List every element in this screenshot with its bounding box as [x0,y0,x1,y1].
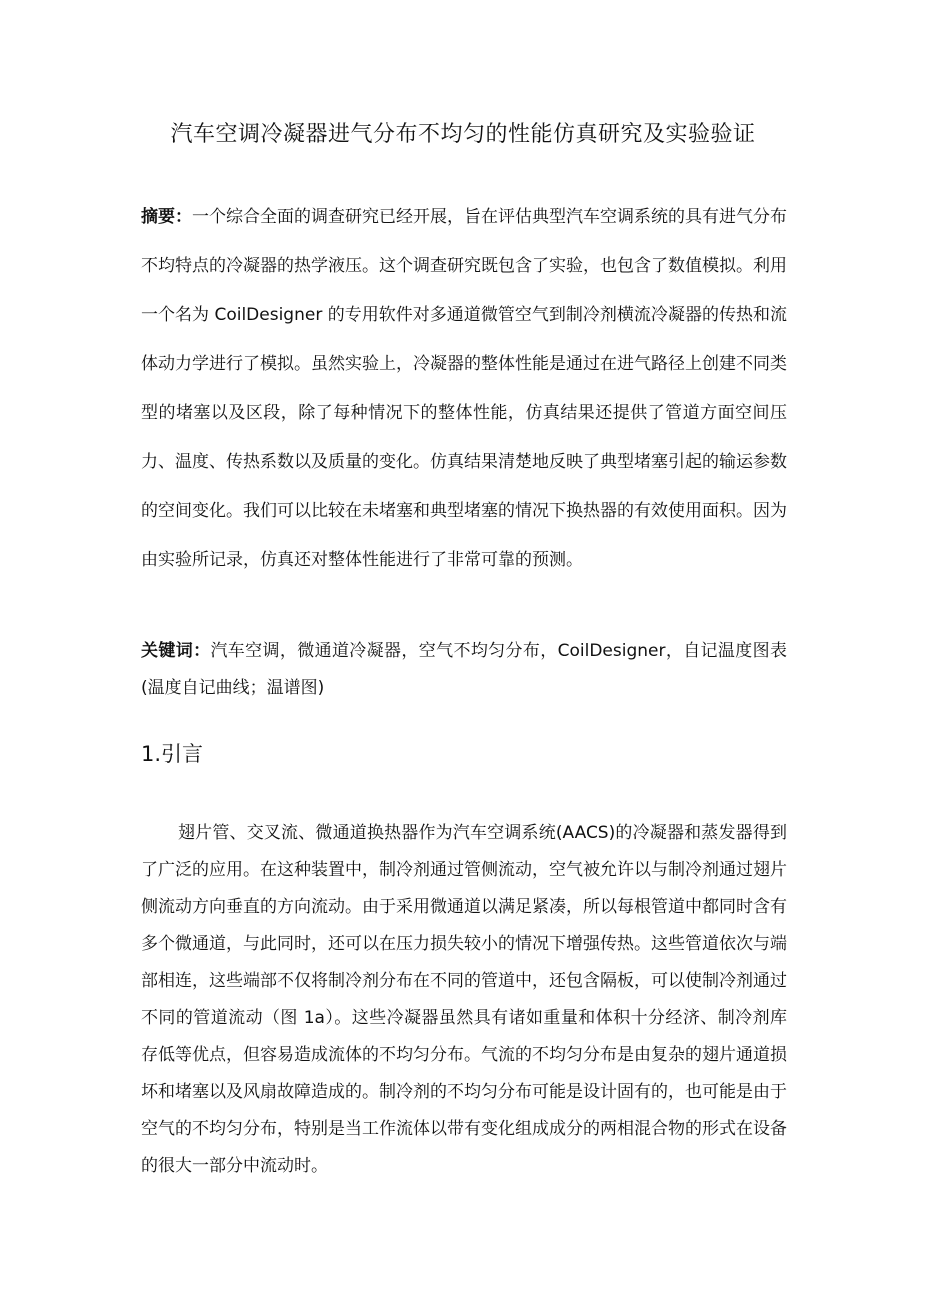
section-heading-introduction: 1.引言 [141,742,204,766]
abstract-paragraph [141,193,787,585]
introduction-paragraph: 翅片管、交叉流、微通道换热器作为汽车空调系统(AACS)的冷凝器和蒸发器得到了广泛的应用。在这种装置中，制冷剂通过管侧流动，空气被允许以与制冷剂通过翅片侧流动方向垂直的方向流动。由于采用微通道以满足紧凑，所以每根管道中都同时含有多个微通道，与此同时，还可以在压力损失较小的情况下增强传热。这些管道依次与端部相连，这些端部不仅将制冷剂分布在不同的管道中，还包含隔板，可以使制冷剂通过不同的管道流动（图 1a）。这些冷凝器虽然具有诸如重量和体积十分经济、制冷剂库存低等优点，但容易造成流体的不均匀分布。气流的不均匀分布是由复杂的翅片通道损坏和堵塞以及风扇故障造成的。制冷剂的不均匀分布可能是设计固有的，也可能是由于空气的不均匀分布，特别是当工作流体以带有变化组成成分的两相混合物的形式在设备的很大一部分中流动时。 [141,823,787,1176]
abstract-label: 摘要： [141,207,192,227]
keywords-text: 汽车空调，微通道冷凝器，空气不均匀分布，CoilDesigner，自记温度图表(温度自记曲线；温谱图) [141,641,787,698]
abstract-text: 一个综合全面的调查研究已经开展，旨在评估典型汽车空调系统的具有进气分布不均特点的冷凝器的热学液压。这个调查研究既包含了实验，也包含了数值模拟。利用一个名为 CoilDesigner 的专用软件对多通道微管空气到制冷剂横流冷凝器的传热和流体动力学进行了模拟。虽然实验上，冷凝器的整体性能是通过在进气路径上创建不同类型的堵塞以及区段，除了每种情况下的整体性能，仿真结果还提供了管道方面空间压力、温度、传热系数以及质量的变化。仿真结果清楚地反映了典型堵塞引起的输运参数的空间变化。我们可以比较在未堵塞和典型堵塞的情况下换热器的有效使用面积。因为由实验所记录，仿真还对整体性能进行了非常可靠的预测。 [141,207,787,570]
keywords-paragraph [141,633,787,707]
paper-title: 汽车空调冷凝器进气分布不均匀的性能仿真研究及实验验证 [170,122,756,147]
keywords-label: 关键词： [141,641,211,661]
